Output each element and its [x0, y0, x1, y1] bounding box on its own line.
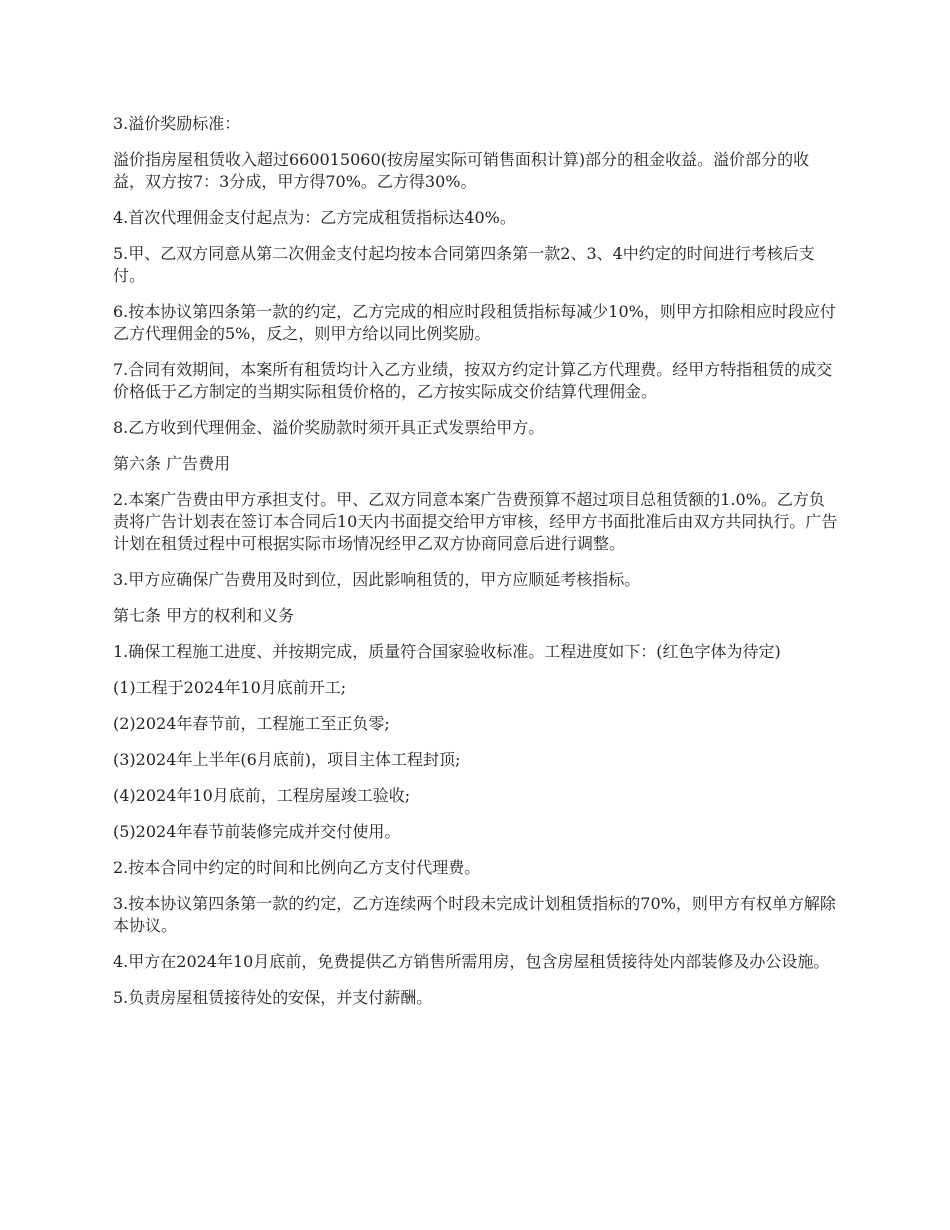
- list-item-progress-1: (1)工程于2024年10月底前开工;: [113, 678, 347, 697]
- paragraph-agency-performance: 7.合同有效期间，本案所有租赁均计入乙方业绩，按双方约定计算乙方代理费。经甲方特指租赁的成交价格低于乙方制定的当期实际租赁价格的，乙方按实际成交价结算代理佣金。: [113, 360, 833, 401]
- list-item-progress-5: (5)2024年春节前装修完成并交付使用。: [113, 822, 401, 841]
- list-item-progress-2: (2)2024年春节前，工程施工至正负零;: [113, 714, 390, 733]
- paragraph-commission-assessment: 5.甲、乙双方同意从第二次佣金支付起均按本合同第四条第一款2、3、4中约定的时间进行考核后支付。: [113, 244, 815, 285]
- paragraph-invoice: 8.乙方收到代理佣金、溢价奖励款时须开具正式发票给甲方。: [113, 418, 545, 437]
- paragraph-security: 5.负责房屋租赁接待处的安保，并支付薪酬。: [113, 988, 433, 1007]
- section-heading-advertising: 第六条 广告费用: [113, 454, 231, 473]
- paragraph-sales-premises: 4.甲方在2024年10月底前，免费提供乙方销售所需用房，包含房屋租赁接待处内部装修及办公设施。: [113, 952, 830, 971]
- paragraph-advertising-funding: 3.甲方应确保广告费用及时到位，因此影响租赁的，甲方应顺延考核指标。: [113, 570, 641, 589]
- section-heading-party-a-rights: 第七条 甲方的权利和义务: [113, 606, 295, 625]
- paragraph-construction-progress: 1.确保工程施工进度、并按期完成，质量符合国家验收标准。工程进度如下：(红色字体为待定): [113, 642, 781, 661]
- paragraph-premium-standard: 3.溢价奖励标准：: [113, 114, 241, 133]
- paragraph-advertising-budget: 2.本案广告费由甲方承担支付。甲、乙双方同意本案广告费预算不超过项目总租赁额的1.0%。乙方负责将广告计划表在签订本合同后10天内书面提交给甲方审核，经甲方书面批准后由双方共同执行。广告计划在租赁过程中可根据实际市场情况经甲乙双方协商同意后进行调整。: [113, 490, 838, 553]
- paragraph-premium-definition: 溢价指房屋租赁收入超过660015060(按房屋实际可销售面积计算)部分的租金收益。溢价部分的收益，双方按7：3分成，甲方得70%。乙方得30%。: [113, 150, 810, 191]
- paragraph-first-commission: 4.首次代理佣金支付起点为：乙方完成租赁指标达40%。: [113, 208, 516, 227]
- list-item-progress-3: (3)2024年上半年(6月底前)，项目主体工程封顶;: [113, 750, 461, 769]
- paragraph-commission-deduction: 6.按本协议第四条第一款的约定，乙方完成的相应时段租赁指标每减少10%，则甲方扣除相应时段应付乙方代理佣金的5%，反之，则甲方给以同比例奖励。: [113, 302, 836, 343]
- list-item-progress-4: (4)2024年10月底前，工程房屋竣工验收;: [113, 786, 411, 805]
- paragraph-termination-right: 3.按本协议第四条第一款的约定，乙方连续两个时段未完成计划租赁指标的70%，则甲方有权单方解除本协议。: [113, 894, 836, 935]
- paragraph-payment-agency-fee: 2.按本合同中约定的时间和比例向乙方支付代理费。: [113, 858, 481, 877]
